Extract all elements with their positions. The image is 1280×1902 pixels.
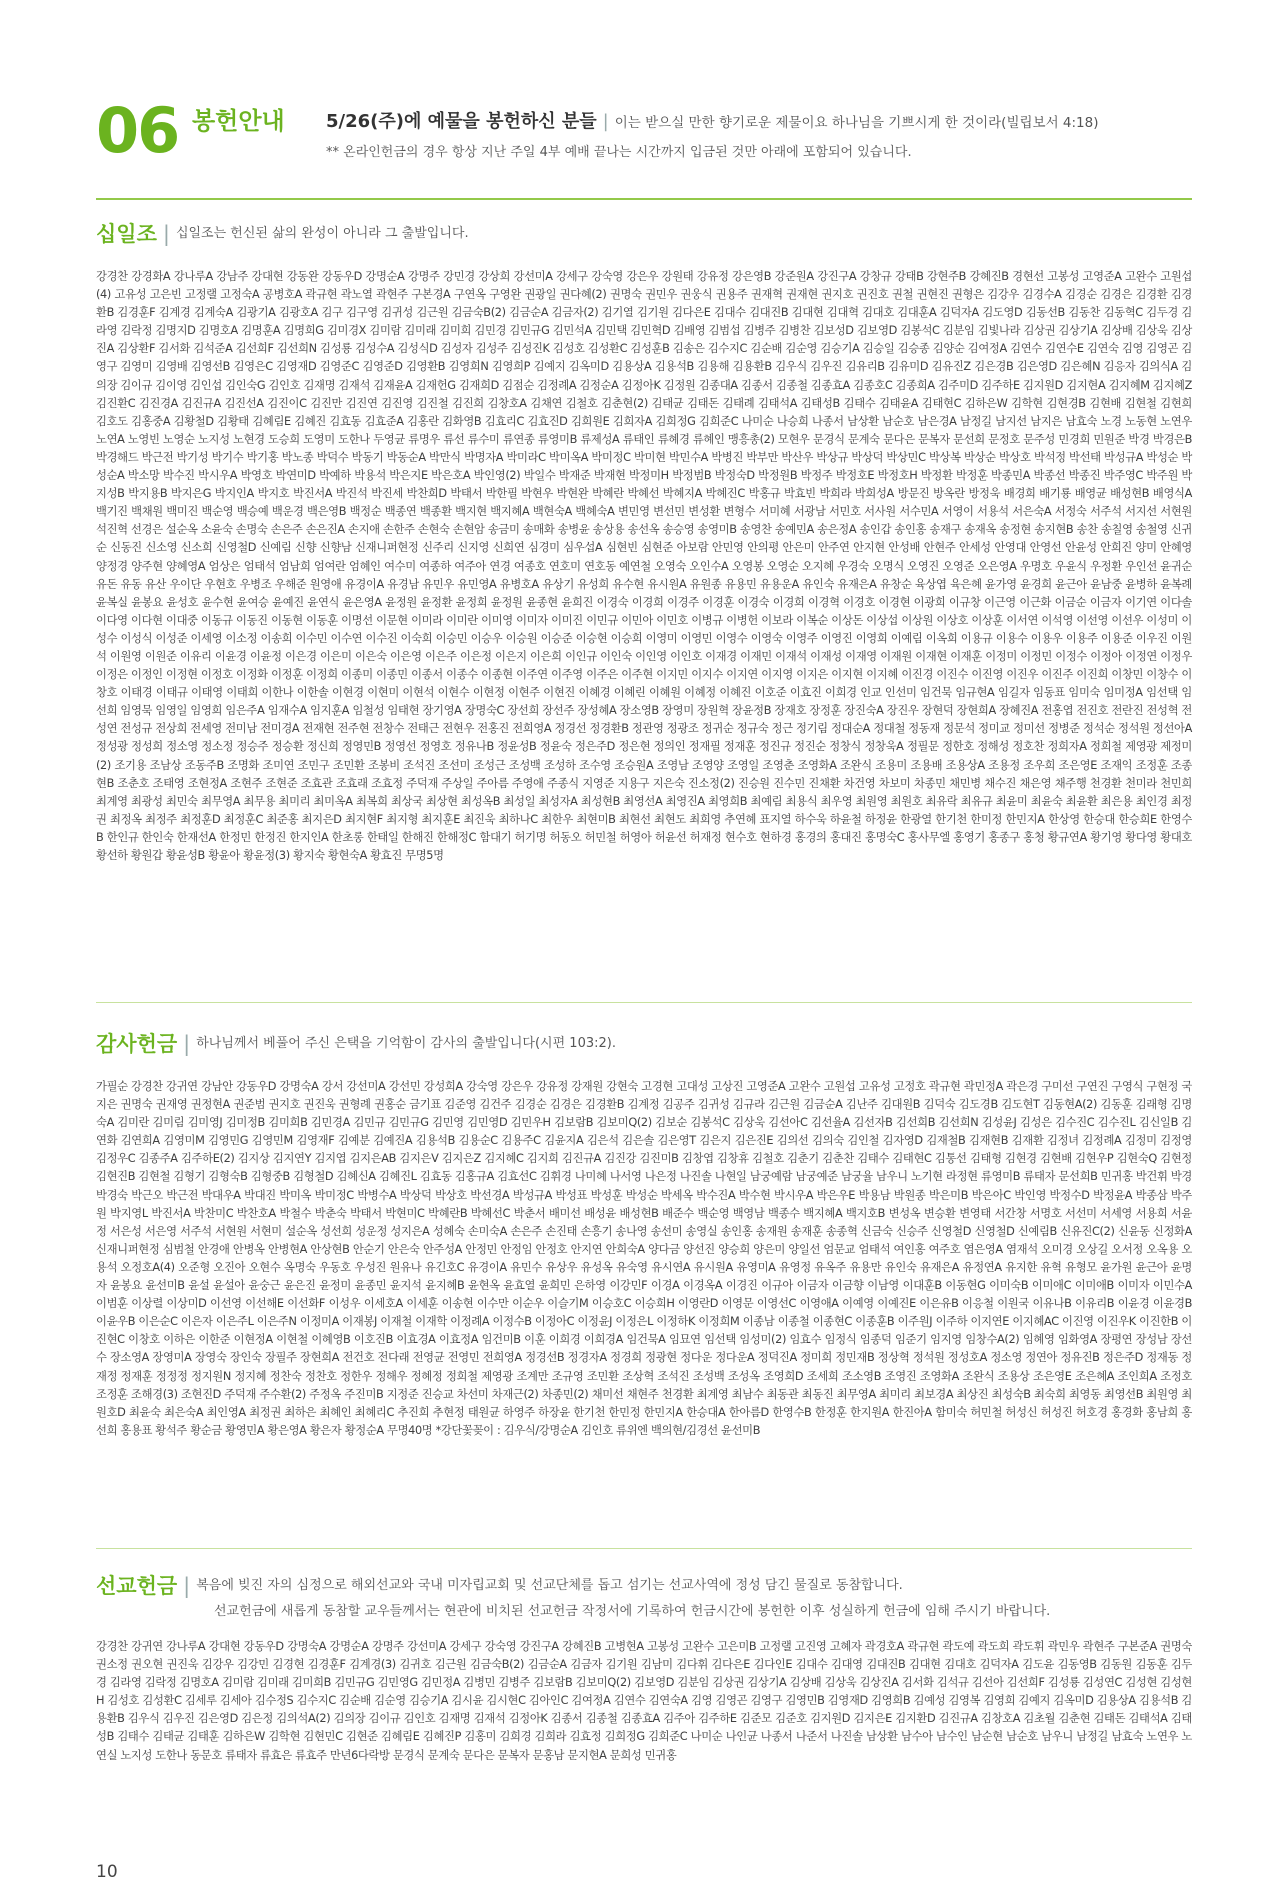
section-divider: [96, 1548, 1192, 1549]
online-offering-note: ** 온라인헌금의 경우 항상 지난 주일 4부 예배 끝나는 시간까지 입금된 것만 아래에 포함되어 있습니다.: [326, 145, 912, 160]
offering-header: [96, 96, 1192, 176]
section-title: 봉헌안내: [192, 107, 285, 135]
tithe-section: [96, 220, 1192, 865]
headline-title: 5/26(주)에 예물을 봉헌하신 분들: [326, 111, 597, 132]
mission-title: 선교헌금: [96, 1574, 178, 1598]
mission-subtitle: 복음에 빚진 자의 심정으로 해외선교와 국내 미자립교회 및 선교단체를 돕고 섬기는 선교사역에 정성 담긴 물질로 동참합니다.: [196, 1578, 903, 1593]
thanks-title: 감사헌금: [96, 1032, 178, 1056]
mission-names: 강경찬 강귀연 강나루A 강대현 강동우D 강명숙A 강명순A 강명주 강선미A 강세구 강숙영 강진구A 강혜진B 고병현A 고봉성 고완수 고은미B 고정랠 고진영 고혜자 곽경호A 곽규현 곽도예 곽도희 곽도휘 곽민우 곽현주 구본준A 권명숙 권소정 권오현 권진욱 김강우 김강민 김경현 김경훈F 김계경(3) 김귀호 김근원 김금숙B(2) 김금순A 김금자 김기원 김남미 김다휘 김다은E 김다인E 김대수 김대영 김대진B 김대현 김대호 김덕자A 김도윤 김동영B 김동원 김동훈 김두경 김라영 김락정 김명호A 김미람 김미래 김미희B 김민규G 김민영G 김민정A 김병민 김병주 김보람B 김보미Q(2) 김보영D 김분임 김상권 김상기A 김상배 김상욱 김상진A 김서화 김석규 김선아 김선희F 김성룡 김성연C 김성현 김성현H 김성호 김성환C 김세루 김세아 김수정S 김수지C 김순배 김순영 김승기A 김시윤 김시현C 김아인C 김여정A 김연수 김연숙A 김영 김영곤 김영구 김영민B 김영재D 김영희B 김예성 김영복 김영희 김예지 김옥미D 김용상A 김용석B 김용환B 김우식 김우진 김은영D 김은정 김의석A(2) 김의장 김이규 김인호 김재명 김재석 김정아K 김종서 김종철 김종효A 김주아 김주하E 김준모 김준호 김지원D 김지은E 김지환D 김진규A 김창호A 김초월 김춘현 김태돈 김태석A 김태성B 김태수 김태균 김태훈 김하은W 김학현 김현민C 김현준 김혜림E 김혜진P 김홍미 김희경 김희라 김효정 김희정G 김희준C 나미순 나인균 나종서 나준서 나진솔 남상환 남수아 남수인 남순현 남순호 남우니 남정길 남효숙 노연우 노연실 노지성 도한나 동문호 류태자 류효은 류효주 만년6다락방 문경식 문계숙 문다은 문복자 문홍남 문지현A 문희성 민귀홍: [96, 1640, 1193, 1762]
headline-verse: 이는 받으실 만한 향기로운 제물이요 하나님을 기쁘시게 한 것이라(빌립보서 4:18): [614, 115, 1099, 131]
section-number: 06: [96, 94, 179, 167]
section-divider: [96, 1002, 1192, 1003]
header-divider: [96, 198, 1192, 200]
divider-bar: |: [602, 111, 609, 132]
divider-bar: |: [162, 222, 170, 246]
headline: [326, 110, 1099, 135]
thanks-subtitle: 하나님께서 베풀어 주신 은택을 기억함이 감사의 출발입니다(시편 103:2).: [196, 1036, 616, 1051]
page-number: 10: [96, 1862, 118, 1882]
tithe-subtitle: 십일조는 헌신된 삶의 완성이 아니라 그 출발입니다.: [175, 226, 469, 241]
thanks-title-row: [96, 1030, 1192, 1058]
tithe-title: 십일조: [96, 222, 157, 246]
mission-section: [96, 1572, 1192, 1765]
mission-title-row: [96, 1572, 1192, 1600]
thanks-section: [96, 1030, 1192, 1440]
divider-bar: |: [183, 1574, 191, 1598]
tithe-title-row: [96, 220, 1192, 248]
divider-bar: |: [183, 1032, 191, 1056]
tithe-names: 강경찬 강경화A 강나루A 강남주 강대현 강동완 강동우D 강명순A 강명주 강민경 강상희 강선미A 강세구 강숙영 강은우 강원태 강유정 강은영B 강준원A 강진구A 강창규 강태B 강현주B 강혜진B 경현선 고봉성 고영준A 고완수 고원섭(4) 고유성 고은빈 고정랠 고정숙A 공병호A 곽규현 곽노열 곽현주 구본경A 구연옥 구영완 권광일 권다혜(2) 권명숙 권민우 권웅식 권용주 권재혁 권재현 권지호 권진호 권철 권현진 권형은 김강우 김경수A 김경순 김경은 김경환 김경환B 김경훈F 김계경 김계숙A 김광기A 김광호A 김구 김구영 김귀성 김근원 김금숙B(2) 김금순A 김금자(2) 김기열 김기원 김다은E 김대수 김대진B 김대현 김대혁 김대호 김대훈A 김덕자A 김도영D 김동선B 김동찬 김동혁C 김두경 김라영 김락정 김명지D 김명호A 김명훈A 김명희G 김미경X 김미람 김미래 김미희 김민경 김민규G 김민석A 김민택 김민혁D 김배영 김범섭 김병주 김병찬 김보성D 김보영D 김봉석C 김분임 김빛나라 김상권 김상기A 김상배 김상욱 김상진A 김상환F 김서화 김석준A 김선희F 김선희N 김성룡 김성수A 김성식D 김성자 김성주 김성진K 김성호 김성환C 김성훈B 김송은 김수지C 김순배 김순영 김승기A 김승일 김승종 김양순 김여정A 김연수 김연수E 김연숙 김영 김영곤 김영구 김영미 김영배 김영선B 김영은C 김영재D 김영준C 김영준D 김영환B 김영희N 김영희P 김예지 김옥미D 김용상A 김용석B 김용해 김용환B 김우식 김우진 김유리B 김유미D 김유진Z 김은경B 김은영D 김은혜N 김응자 김의식A 김의장 김이규 김이영 김인섭 김인숙G 김인호 김재명 김재석 김재윤A 김재헌G 김재희D 김점순 김정례A 김정순A 김정아K 김정원 김종대A 김종서 김종철 김종효A 김종호C 김종희A 김주미D 김주하E 김지원D 김지현A 김지혜M 김지혜Z 김진환C 김진경A 김진규A 김진선A 김진이C 김진만 김진연 김진영 김진철 김진희 김창호A 김채연 김철호 김춘현(2) 김태균 김태돈 김태례 김태석A 김태성B 김태수 김태윤A 김태현C 김하은W 김학현 김현경B 김현배 김현철 김현희 김호도 김홍중A 김황철D 김황태 김혜림E 김혜진 김효동 김효준A 김홍란 김화영B 김효리C 김효진D 김희원E 김희자A 김희정G 김희준C 나미순 나승희 나종서 남상환 남순호 남은경A 남정길 남지선 남지은 남효숙 노경 노동현 노연우 노연A 노영빈 노영순 노지성 노현경 도승희 도영미 도한나 두영균 류명우 류선 류수미 류연종 류영미B 류제성A 류태인 류혜경 류혜인 맹흥총(2) 모현우 문경식 문계숙 문다은 문복자 문선희 문정호 문주성 민경희 민원준 박경 박경은B 박경해드 박근전 박기성 박기수 박기홍 박노종 박덕수 박동기 박동순A 박만식 박명자A 박미라C 박미옥A 박미정C 박미현 박민수A 박병진 박부만 박산우 박상규 박상덕 박상민C 박상복 박상순 박상호 박석정 박선태 박성규A 박성순 박성순A 박소망 박수진 박시우A 박영호 박연미D 박예하 박용석 박은지E 박은호A 박인영(2) 박일수 박재준 박재현 박정미H 박정범B 박정숙D 박정원B 박정주 박정호E 박정호H 박정환 박정훈 박종민A 박종선 박종진 박주영C 박주원 박지성B 박지용B 박지은G 박지인A 박지호 박진서A 박진석 박진세 박찬희D 박태서 박한필 박현우 박현완 박혜란 박혜선 박혜지A 박혜진C 박홍규 박효빈 박희라 박희성A 방문진 방옥란 방정욱 배경희 배기룡 배영균 배성현B 배영식A 백기진 백채원 백미진 백순영 백승예 백운경 백은영B 백정순 백종연 백종환 백지현 백지혜A 백현숙A 백혜숙A 변민영 변선민 변성환 변형수 서미혜 서광남 서민호 서사원 서수민A 서영이 서용석 서은숙A 서정숙 서주석 서지선 서현원 석진혁 선경은 설순옥 소윤숙 손명숙 손은주 손은진A 손지애 손한주 손현숙 손현암 송금미 송매화 송병윤 송상용 송선옥 송승영 송영미B 송영찬 송예민A 송은정A 송인갑 송인홍 송재구 송재옥 송정현 송지현B 송찬 송칠영 송철영 신귀순 신동진 신소영 신소희 신영철D 신예림 신향 신향남 신재니퍼현정 신주리 신지영 신희연 심경미 심우섭A 심현빈 심현준 아보람 안민영 안의평 안은미 안주연 안지현 안성배 안현주 안세성 안영대 안영선 안윤성 안희진 양미 안혜영 양정경 양주현 양혜영A 엄상은 엄태석 엄남희 엄여란 엄혜인 여수미 여종하 여주아 연경 여종호 연호미 연호동 예연철 오영숙 오인수A 오영봉 오영순 오지혜 우경숙 오명식 오영진 오영준 오은영A 우명호 우윤식 우정환 우인선 윤귀순 유돈 유동 유산 우이단 우현호 우병조 우해준 원영애 유경이A 유경남 유민우 유민영A 유병호A 유상기 유성희 유수현 유시원A 유원종 유용민 유용운A 유인숙 유재은A 유창순 육상엽 육은혜 윤가영 윤경희 윤근아 윤남중 윤병하 윤복례 윤복실 윤봉요 윤성호 윤수현 윤여승 윤예진 윤연식 윤은영A 윤정원 윤정환 윤정희 윤정원 윤종현 윤희진 이경숙 이경희 이경주 이경훈 이경숙 이경희 이경혁 이경호 이경현 이광희 이규창 이근영 이근화 이금순 이금자 이기연 이다솔 이다영 이다현 이대중 이동규 이동진 이동현 이동훈 이명선 이문현 이미라 이미란 이미영 이미자 이미진 이민규 이민아 이민호 이병규 이병헌 이보라 이복순 이상돈 이상섭 이상원 이상호 이상훈 이서연 이석영 이선영 이선우 이성미 이성수 이성식 이성준 이세영 이소정 이송희 이수민 이수연 이수진 이숙희 이승민 이승우 이승원 이승준 이승현 이승희 이영미 이영민 이영수 이영숙 이영주 이영진 이영희 이예림 이옥희 이용규 이용수 이용우 이용주 이용준 이우진 이원석 이원영 이원준 이유리 이윤경 이윤정 이은경 이은미 이은숙 이은영 이은주 이은정 이은지 이은희 이인규 이인숙 이인영 이인호 이재경 이재민 이재석 이재성 이재영 이재원 이재현 이재훈 이정미 이정민 이정수 이정아 이정연 이정우 이정은 이정인 이정현 이정호 이정화 이정훈 이정희 이종미 이종민 이종서 이종수 이종현 이주연 이주영 이주은 이주현 이지민 이지수 이지연 이지영 이지은 이지현 이지혜 이진경 이진수 이진영 이진우 이진주 이진희 이창민 이창수 이창호 이태경 이태규 이태영 이태희 이한나 이한솔 이현경 이현미 이현석 이현수 이현정 이현주 이현진 이혜경 이혜린 이혜원 이혜정 이혜진 이호준 이효진 이희경 인교 인선미 임건묵 임규현A 임길자 임동표 임미숙 임미정A 임선택 임선희 임영묵 임영일 임영희 임은주A 임재수A 임지훈A 임철성 임태현 장기영A 장명숙C 장선희 장선주 장성혜A 장소영B 장영미 장원혁 장윤정B 장재호 장정훈 장진숙A 장진우 장현덕 장현희A 장혜진A 전홍엽 전진호 전란진 전성혁 전성연 전성규 전상희 전세영 전미남 전미경A 전재현 전주현 전창수 전태근 전현우 전홍진 전희영A 정경선 정경환B 정관영 정광조 정귀순 정규숙 정근 정기림 정대순A 정대철 정동재 정문석 정미교 정미선 정병준 정석순 정석원 정선아A 정성광 정성희 정소영 정소정 정승주 정승환 정신희 정영민B 정영선 정영호 정유나B 정윤성B 정윤숙 정은주D 정은현 정의인 정재필 정재훈 정진규 정진순 정창식 정창욱A 정필문 정한호 정해성 정호찬 정희자A 정희철 제영광 제정미(2) 조기용 조남상 조동주B 조명화 조미연 조민구 조민환 조봉비 조석진 조선미 조성근 조성백 조성하 조수영 조승원A 조영남 조영양 조영일 조영춘 조영화A 조완식 조용미 조용배 조용상A 조용정 조우희 조은영E 조재익 조정훈 조종현B 조춘호 조태영 조현정A 조현주 조현준 조효관 조효래 조효정 주덕재 주상일 주아름 주영애 주종식 지영준 지용구 지은숙 진소정(2) 진승원 진수민 진채환 차건영 차보미 차종민 채민병 채수진 채은영 채주행 천경환 천미라 천민희 최계영 최광성 최민숙 최무영A 최무용 최미리 최미옥A 최복희 최상국 최상현 최성옥B 최성일 최성자A 최성현B 최영선A 최영진A 최영희B 최예림 최용식 최우영 최원영 최원호 최유락 최유규 최윤미 최윤숙 최윤환 최은용 최인경 최정권 최정옥 최정주 최정훈D 최정훈C 최준홍 최지은D 최지현F 최지형 최지훈E 최진욱 최하나C 최한우 최현미B 최현선 최현도 최희영 추연혜 표지열 하수욱 하윤철 하정윤 한광열 한기천 한미정 한민지A 한상영 한승대 한승희E 한영수B 한인규 한인숙 한재선A 한정민 한정진 한지인A 한초롱 한태일 한해진 한해정C 함대기 허기명 허동오 허민철 허영아 허윤선 허재정 현수호 현하경 홍경의 홍대진 홍명숙C 홍사무엘 홍영기 홍종구 홍청 황규연A 황기영 황다영 황대호 황선하 황원갑 황윤성B 황윤아 황윤정(3) 황지숙 황현숙A 황효진 무명5명: [96, 270, 1192, 862]
offering-page: [96, 0, 1192, 1902]
thanks-names: 가필순 강경찬 강귀연 강남안 강동우D 강명숙A 강서 강선미A 강선민 강성희A 강숙영 강은우 강유정 강재원 강현숙 고경현 고대성 고상진 고영준A 고완수 고원섭 고유성 고정호 곽규현 곽민정A 곽은경 구미선 구연진 구영식 구현정 국지은 권명숙 권재영 권정현A 권준범 권지호 권진욱 권형례 권홍순 금기표 김준영 김건주 김경순 김경은 김경환B 김계정 김공주 김귀성 김규라 김근원 김금순A 김난주 김대원B 김덕숙 김도경B 김도현T 김동현A(2) 김동훈 김래형 김명숙A 김미란 김미림 김미영J 김미정B 김미희B 김민경A 김민규 김민규G 김민영 김민영D 김민우H 김보람B 김보미Q(2) 김보순 김봉석C 김상욱 김선아C 김선율A 김선자B 김선희B 김선희N 김성윤J 김성은 김수진C 김수진L 김신일B 김연화 김연희A 김영미M 김영민G 김영민M 김영재F 김예분 김예진A 김용석B 김용순C 김용주C 김윤지A 김은석 김은솔 김은영T 김은지 김은진E 김의선 김의숙 김인철 김자영D 김재철B 김재현B 김재환 김정녀 김정례A 김정미 김정영 김정우C 김종주A 김주하E(2) 김지상 김지연Y 김지엽 김지은AB 김지은V 김지은Z 김지혜C 김지희 김진규A 김진강 김진미B 김창엽 김창휴 김철호 김춘기 김춘찬 김태수 김태현C 김통선 김태형 김현경 김현배 김현우P 김현숙Q 김현정 김현진B 김현철 김형기 김형숙B 김형중B 김형철D 김혜신A 김혜진L 김효동 김홍규A 김효선C 김휘경 나미혜 나서영 나은정 나진솔 나현일 남궁예람 남궁예준 남궁율 남우니 노기현 라정현 류영미B 류태자 문선희B 민귀홍 박건휘 박경 박경숙 박근오 박근전 박대우A 박대진 박미옥 박미정C 박병수A 박상덕 박상호 박선경A 박성규A 박성표 박성훈 박성순 박세옥 박수진A 박수현 박시우A 박은우E 박용남 박원종 박은미B 박은아C 박인영 박정수D 박정윤A 박종삼 박주원 박지영L 박진서A 박찬미C 박찬호A 박철수 박춘숙 박태서 박현미C 박혜란B 박혜선C 박춘서 배미선 배성윤 배성현B 배준수 백순영 백영남 백종수 백지혜A 백지호B 변성옥 변승환 변영태 서간창 서명호 서선미 서세영 서용희 서윤정 서은성 서은영 서주석 서현원 서현미 설순옥 성선희 성운정 성지은A 성혜숙 손미숙A 손은주 손진태 손흥기 송나영 송선미 송영실 송인홍 송재원 송재훈 송종혁 신금숙 신승주 신영철D 신영철D 신예림B 신유진C(2) 신윤동 신정화A 신재니퍼현정 심범철 안경애 안병옥 안병현A 안상현B 안순기 안은숙 안주성A 안정민 안정임 안정호 안지연 안희숙A 양다금 양선진 양승희 양은미 양일선 엄문교 엄태석 여인홍 여주호 염은영A 염재석 오미경 오상길 오서정 오옥용 오용석 오정호A(4) 오준형 오진아 오현수 옥명숙 우동호 우성진 원유나 유긴호C 유경이A 유민수 유상우 유성옥 유숙영 유시연A 유시원A 유영미A 유영정 유옥주 유용만 유인숙 유재은A 유정연A 유지한 유혁 유형모 윤가원 윤근아 윤명자 윤봉요 윤선미B 윤설 윤설아 윤숭근 윤은진 윤정미 윤종민 윤지석 윤지혜B 윤현옥 윤효열 윤희민 은하영 이강민F 이경A 이경옥A 이경진 이규아 이금자 이금향 이남영 이대훈B 이동현G 이미숙B 이미애C 이미애B 이미자 이민수A 이범훈 이상렬 이상미D 이선영 이선해E 이선화F 이성우 이세호A 이세훈 이송현 이수만 이순우 이슬기M 이승호C 이승희H 이영란D 이영문 이영선C 이영애A 이예영 이예진E 이은유B 이응철 이원국 이유나B 이유리B 이윤경 이윤경B 이윤우B 이은순C 이은자 이은주L 이은주N 이정미A 이재봉J 이재철 이재학 이정례A 이정수B 이정아C 이정윤J 이정은L 이정하K 이정희M 이종남 이종철 이종현C 이종훈B 이주원J 이주하 이지연E 이지혜AC 이진영 이진우K 이진한B 이진현C 이창호 이하은 이한준 이현정A 이현철 이혜영B 이호진B 이효경A 이효정A 임건미B 이훈 이희경 이희경A 임건묵A 임묘연 임선택 임성미(2) 임효수 임정식 임종덕 임준기 임지영 임창수A(2) 임혜영 임화영A 장평연 장성남 장선수 장소영A 장영미A 장영숙 장인숙 장필주 장현희A 전건호 전다래 전영균 전영민 전희영A 정경선B 정경자A 정경희 정광현 정다운 정다운A 정덕진A 정미희 정민재B 정상혁 정석원 정성호A 정소영 정연아 정유진B 정은주D 정재동 정재정 정재훈 정정정 정지원N 정지혜 정찬숙 정찬호 정한우 정해우 정혜정 정희철 제영광 조계만 조규영 조민환 조상혁 조석진 조성백 조성옥 조영희D 조세희 조소영B 조영진 조영화A 조완식 조용상 조은영E 조은혜A 조인희A 조정호 조정훈 조해경(3) 조현진D 주덕재 주수환(2) 주정옥 주진미B 지정준 진승교 차선미 차재근(2) 차종민(2) 채미선 채현주 천경환 최계영 최남수 최동관 최동진 최무영A 최미리 최보경A 최상진 최성숙B 최숙희 최영동 최영선B 최원영 최원호D 최윤숙 최은숙A 최인영A 최정권 최하은 최혜인 최혜리C 추진희 추현정 태원균 하영주 하장윤 한기천 한민정 한민지A 한승대A 한아름D 한영수B 한정훈 한지원A 한진아A 함미숙 허민철 허성신 허성진 허호경 홍경화 홍남희 홍선희 홍용표 황석주 황순금 황영민A 황은영A 황은자 황정순A 무명40명 *강단꽃꽂이 : 김우식/강명순A 김인호 류위엔 백의현/김경선 윤선미B: [96, 1080, 1192, 1437]
mission-subtitle-2: 선교헌금에 새롭게 동참할 교우들께서는 현관에 비치된 선교헌금 작정서에 기록하여 헌금시간에 봉헌한 이후 성실하게 헌금에 임해 주시기 바랍니다.: [214, 1604, 1051, 1619]
